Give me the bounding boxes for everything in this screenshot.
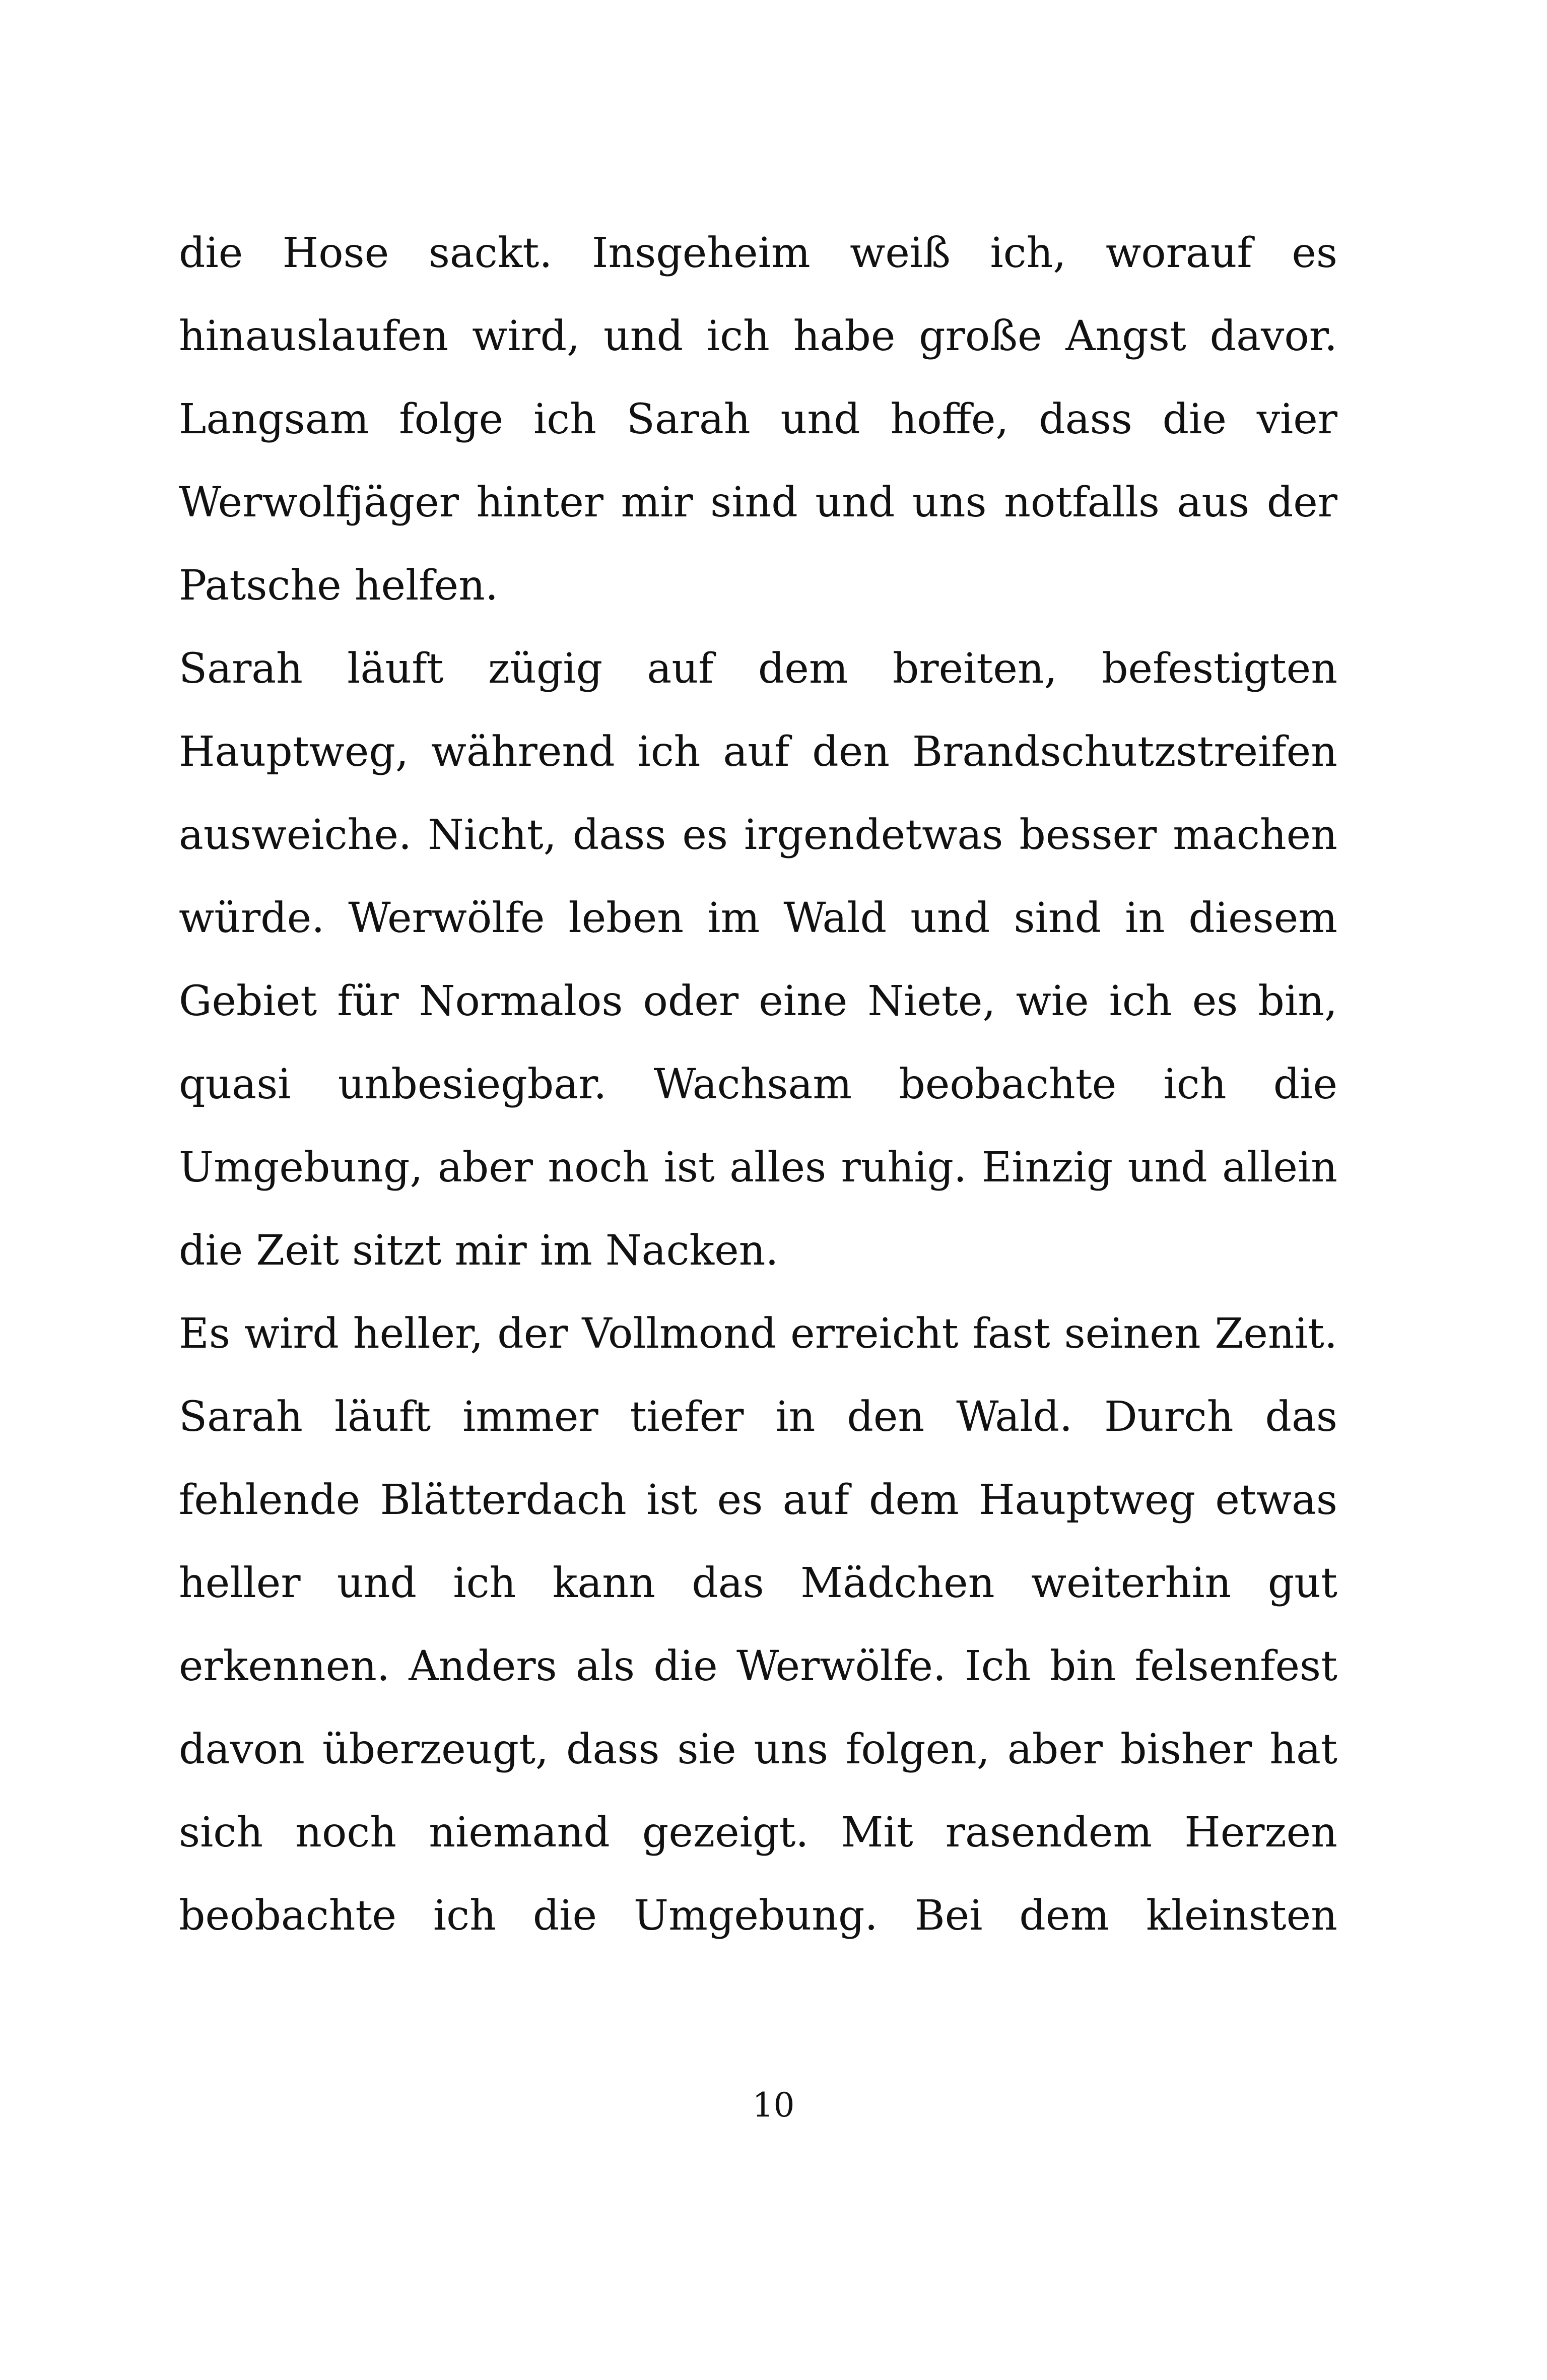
text-line: Umgebung, aber noch ist alles ruhig. Einzig und allein bbox=[179, 1144, 1337, 1192]
text-line: Werwolfjäger hinter mir sind und uns notfalls aus der bbox=[179, 479, 1337, 526]
text-line: fehlende Blätterdach ist es auf dem Hauptweg etwas bbox=[179, 1476, 1337, 1524]
text-line: Sarah läuft immer tiefer in den Wald. Durch das bbox=[179, 1393, 1337, 1441]
text-line: erkennen. Anders als die Werwölfe. Ich bin felsenfest bbox=[179, 1642, 1337, 1690]
text-line: quasi unbesiegbar. Wachsam beobachte ich die bbox=[179, 1061, 1337, 1108]
text-line: Gebiet für Normalos oder eine Niete, wie ich es bin, bbox=[179, 977, 1337, 1025]
text-line: hinauslaufen wird, und ich habe große Angst davor. bbox=[179, 312, 1337, 360]
text-line: Es wird heller, der Vollmond erreicht fast seinen Zenit. bbox=[179, 1310, 1337, 1358]
text-line: Sarah läuft zügig auf dem breiten, befestigten bbox=[179, 645, 1337, 693]
text-line: Hauptweg, während ich auf den Brandschutzstreifen bbox=[179, 728, 1337, 776]
text-line: würde. Werwölfe leben im Wald und sind in diesem bbox=[179, 894, 1337, 942]
body-text bbox=[179, 212, 1337, 1957]
text-line: die Zeit sitzt mir im Nacken. bbox=[179, 1227, 779, 1275]
text-line: ausweiche. Nicht, dass es irgendetwas besser machen bbox=[179, 811, 1337, 859]
text-line: die Hose sackt. Insgeheim weiß ich, worauf es bbox=[179, 229, 1337, 277]
page-number: 10 bbox=[752, 2086, 795, 2125]
text-line: davon überzeugt, dass sie uns folgen, aber bisher hat bbox=[179, 1726, 1337, 1773]
text-line: beobachte ich die Umgebung. Bei dem kleinsten bbox=[179, 1892, 1337, 1940]
text-line: Langsam folge ich Sarah und hoffe, dass die vier bbox=[179, 395, 1337, 443]
text-line: Patsche helfen. bbox=[179, 562, 499, 610]
text-line: heller und ich kann das Mädchen weiterhin gut bbox=[179, 1559, 1337, 1607]
text-line: sich noch niemand gezeigt. Mit rasendem Herzen bbox=[179, 1809, 1337, 1857]
